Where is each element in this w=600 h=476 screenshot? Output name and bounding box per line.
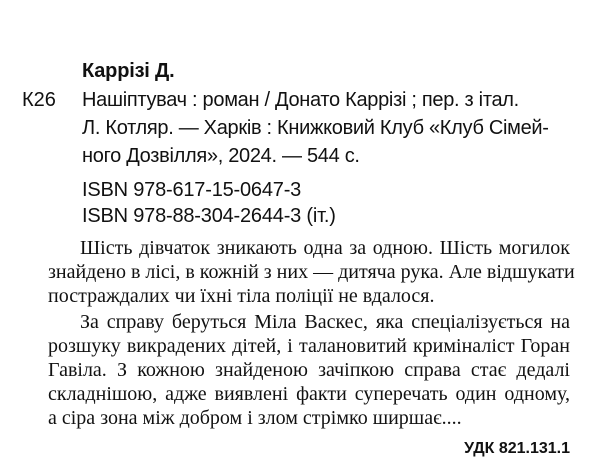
annotation-line: знайдено в лісі, в кожній з них — дитяча рука. Але відшукати [48, 261, 575, 283]
annotation-line: складнішою, адже виявлені факти суперечать один одному, [48, 383, 570, 405]
annotation-line: розшуку викрадених дітей, і талановитий криміналіст Горан [48, 335, 570, 357]
bibliographic-line-1: Нашіптувач : роман / Донато Каррізі ; пер. з італ. [82, 89, 519, 111]
annotation-line: Шість дівчаток зникають одна за одною. Шість могилок [80, 237, 570, 259]
isbn-line-2: ISBN 978-88-304-2644-3 (іт.) [82, 205, 336, 227]
annotation-line: Гавіла. З кожною знайденою зачіпкою справа стає дедалі [48, 359, 570, 381]
annotation-line: За справу беруться Міла Васкес, яка спеціалізується на [80, 311, 570, 333]
call-number: К26 [22, 89, 56, 111]
udk-classification: УДК 821.131.1 [464, 440, 570, 457]
bibliographic-line-2: Л. Котляр. — Харків : Книжковий Клуб «Клуб Сімей- [82, 117, 549, 139]
annotation-line: постраждалих чи їхні тіла поліції не вдалося. [48, 285, 435, 307]
author-heading: Каррізі Д. [82, 60, 175, 82]
isbn-line-1: ISBN 978-617-15-0647-3 [82, 179, 302, 201]
bibliographic-line-3: ного Дозвілля», 2024. — 544 с. [82, 145, 360, 167]
annotation-line: а сіра зона між добром і злом стрімко ширшає.... [48, 407, 462, 429]
